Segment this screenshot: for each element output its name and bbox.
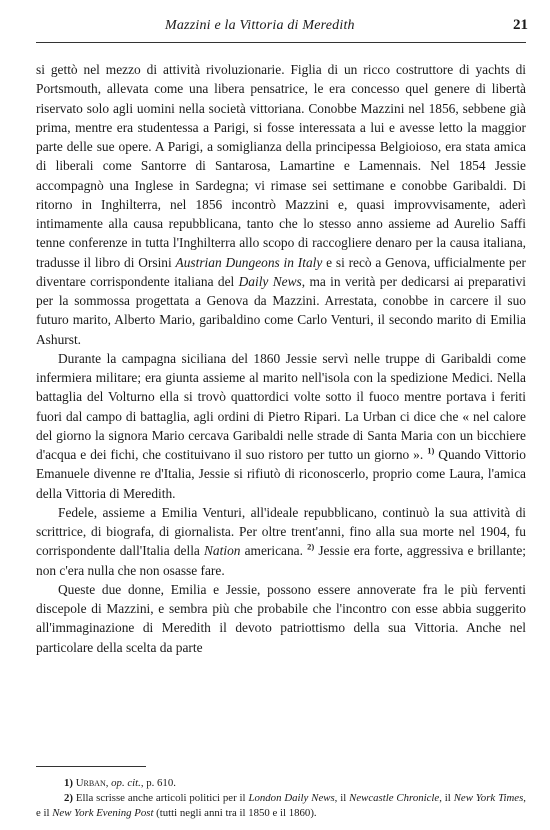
footnote-citation: op. cit. — [111, 777, 141, 789]
text-run: Fedele, assieme a Emilia Venturi, all'ideale repubblicano, continuò la sua attività di scrittrice, di biografa, di giornalista. Per oltre trent'anni, fino alla sua morte nel 1904, fu corrispondente dall'Italia della — [36, 504, 526, 559]
footnote-2 — [36, 791, 526, 821]
newspaper-title: New York Times — [453, 792, 524, 804]
text-run: , il — [439, 792, 454, 804]
text-run: Ella scrisse anche articoli politici per il — [73, 792, 249, 804]
paragraph-2 — [36, 349, 526, 503]
text-run: (tutti negli anni tra il 1850 e il 1860). — [153, 807, 317, 819]
text-run: americana. — [240, 543, 308, 559]
text-run: , ma in verità per dedicarsi ai preparativi per la sommossa progettata a Genova da Mazzini. Arrestata, conobbe in carcere il suo futuro marito, Alberto Mario, garibaldino come Carlo Venturi, il secondo marito di Emilia Ashurst. — [36, 273, 526, 347]
footnote-ref-1: 1) — [427, 445, 435, 456]
text-run: e si recò a Genova, ufficialmente per diventare corrispondente italiana del — [36, 254, 526, 289]
paragraph-3 — [36, 503, 526, 580]
footnote-ref-2: 2) — [307, 541, 315, 552]
page-header — [0, 18, 550, 38]
newspaper-title: Newcastle Chronicle — [349, 792, 440, 804]
footnote-author: Urban — [75, 777, 106, 789]
body-text — [36, 60, 526, 657]
paragraph-1 — [36, 60, 526, 349]
text-run: , e il — [36, 792, 526, 819]
book-title: Austrian Dungeons in Italy — [175, 254, 323, 270]
footnote-mark: 1) — [64, 777, 73, 789]
footnotes — [36, 776, 526, 821]
text-run: Durante la campagna siciliana del 1860 Jessie servì nelle truppe di Garibaldi come infermiera militare; era giunta assieme al marito nell'isola con la spedizione Medici. Nella battaglia del Volturno ella si trovò quattordici volte sotto il fuoco mentre portava i feriti fuori dal campo di battaglia, agli ordini di Pietro Ripari. La Urban ci dice che « nel calore del giorno la signora Mario cercava Garibaldi nelle strade di Santa Maria con un bicchiere d'acqua e dei fichi, che costituivano il suo ristoro per tutto un giorno ». — [36, 350, 526, 462]
paragraph-4: Queste due donne, Emilia e Jessie, possono essere annoverate fra le più ferventi discepole di Mazzini, e sembra più che probabile che l'incontro con esse abbia suggerito all'immaginazione di Meredith il devoto patriottismo della sua Vittoria. Anche nel particolare della scelta da parte — [36, 581, 526, 655]
page-number: 21 — [513, 17, 528, 33]
text-run: Quando Vittorio Emanuele divenne re d'Italia, Jessie si rifiutò di riconoscerlo, proprio come Laura, l'amica della Vittoria di Meredith. — [36, 447, 526, 501]
newspaper-title: New York Evening Post — [52, 807, 154, 819]
footnote-page: , p. 610. — [140, 777, 176, 789]
newspaper-title: Daily News — [238, 273, 302, 289]
newspaper-title: London Daily News — [248, 792, 335, 804]
text-run: , il — [334, 792, 350, 804]
running-title: Mazzini e la Vittoria di Meredith — [165, 18, 355, 33]
footnote-mark: 2) — [64, 792, 73, 804]
footnote-rule — [36, 766, 146, 767]
text-run: si gettò nel mezzo di attività rivoluzionarie. Figlia di un ricco costruttore di yachts di Portsmouth, allevata come una libera pensatrice, le era concesso quel genere di libertà riservato solo agli uomini nella società vittoriana. Conobbe Mazzini nel 1856, sebbene già prima, mentre era studentessa a Parigi, si fosse interessata a lui e avesse letto la maggior parte delle sue opere. A Parigi, a somiglianza della principessa Belgioioso, era stata amica di liberali come Santorre di Santarosa, Lamartine e Lamennais. Nel 1854 Jessie accompagnò una Inglese in Sardegna; vi rimase sei settimane e conobbe Garibaldi. Di ritorno in Inghilterra, nel 1856 incontrò Mazzini e, quasi improvvisamente, aderì intimamente alla causa repubblicana, tanto che lo stesso anno assieme ad Aurelio Saffi tenne conferenze in tutta l'Inghilterra allo scopo di raccogliere denaro per la causa italiana, tradusse il libro di Orsini — [36, 62, 526, 270]
footnote-1: 1) Urban, op. cit., p. 610. — [64, 777, 176, 789]
newspaper-title: Nation — [204, 543, 241, 559]
header-rule — [36, 42, 526, 43]
text-run: Jessie era forte, aggressiva e brillante; non c'era nulla che non osasse fare. — [36, 543, 526, 578]
